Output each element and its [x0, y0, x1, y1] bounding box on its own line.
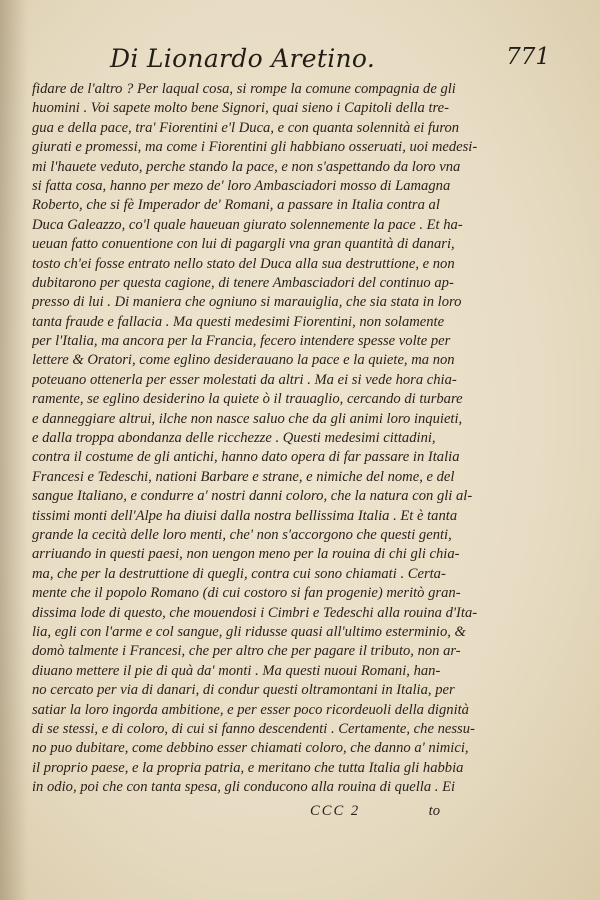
- text-line: presso di lui . Di maniera che ogniuno si marauiglia, che sia stata in loro: [32, 294, 462, 311]
- text-line: sangue Italiano, e condurre a' nostri danni coloro, che la natura con gli al-: [32, 488, 473, 505]
- text-line: huomini . Voi sapete molto bene Signori, quai sieno i Capitoli della tre-: [32, 100, 449, 117]
- catchword: to: [428, 803, 440, 819]
- body-text: [32, 80, 558, 797]
- text-line: si fatta cosa, hanno per mezo de' loro Ambasciadori mosso di Lamagna: [32, 177, 451, 194]
- text-line: gua e della pace, tra' Fiorentini e'l Duca, e con quanta solennità ei furon: [32, 119, 460, 136]
- text-line: e danneggiare altrui, ilche non nasce saluo che da gli animi loro inquieti,: [32, 410, 463, 427]
- page-footer: [310, 803, 440, 827]
- text-line: mi l'hauete veduto, perche stando la pace, e non s'aspettando da loro vna: [32, 158, 461, 175]
- text-line: domò talmente i Francesi, che per altro che per pagare il tributo, non ar-: [32, 643, 461, 660]
- text-line: dubitarono per questa cagione, di tenere Ambasciadori del continuo ap-: [32, 274, 454, 291]
- text-line: e dalla troppa abondanza delle ricchezze . Questi medesimi cittadini,: [32, 430, 436, 447]
- text-line: no cercato per via di danari, di condur questi oltramontani in Italia, per: [32, 682, 455, 699]
- running-title: Di Lionardo Aretino.: [110, 44, 376, 73]
- text-line: tanta fraude e fallacia . Ma questi medesimi Fiorentini, non solamente: [32, 313, 445, 330]
- text-line: per l'Italia, ma ancora per la Francia, fecero intendere spesse volte per: [32, 333, 451, 350]
- text-line: in odio, poi che con tanta spesa, gli conducono alla rouina di quella . Ei: [32, 779, 456, 796]
- text-line: Duca Galeazzo, co'l quale haueuan giurato solennemente la pace . Et ha-: [32, 216, 463, 233]
- text-line: il proprio paese, e la propria patria, e meritano che tutta Italia gli habbia: [32, 759, 464, 776]
- text-line: tissimi monti dell'Alpe ha diuisi dalla nostra bellissima Italia . Et è tanta: [32, 507, 458, 524]
- signature-mark: CCC 2: [310, 803, 361, 819]
- text-line: poteuano ottenerla per esser molestati da altri . Ma ei si vede hora chia-: [32, 371, 457, 388]
- text-line: fidare de l'altro ? Per laqual cosa, si rompe la comune compagnia de gli: [32, 81, 456, 97]
- text-line: contra il costume de gli antichi, hanno dato opera di far passare in Italia: [32, 449, 460, 466]
- text-line: ma, che per la destruttione di quegli, contra cui sono chiamati . Certa-: [32, 565, 446, 582]
- text-line: satiar la loro ingorda ambitione, e per esser poco ricordeuoli della dignità: [32, 701, 469, 718]
- text-line: lettere & Oratori, come eglino desiderauano la pace e la quiete, ma non: [32, 352, 455, 369]
- text-line: di se stessi, e di coloro, di cui si fanno descendenti . Certamente, che nessu-: [32, 720, 475, 737]
- text-line: giurati e promessi, ma come i Fiorentini gli habbiano osseruati, uoi medesi-: [32, 139, 478, 156]
- text-line: ueuan fatto conuentione con lui di pagargli vna gran quantità di danari,: [32, 236, 455, 253]
- text-line: dissima lode di questo, che mouendosi i Cimbri e Tedeschi alla rouina d'Ita-: [32, 604, 478, 621]
- text-line: Roberto, che si fè Imperador de' Romani, a passare in Italia contra al: [32, 197, 440, 214]
- text-line: Francesi e Tedeschi, nationi Barbare e strane, e nimiche del nome, e del: [32, 468, 455, 485]
- text-line: ramente, se eglino desiderino la quiete ò il trauaglio, cercando di turbare: [32, 391, 463, 408]
- text-line: tosto ch'ei fosse entrato nello stato del Duca alla sua destruttione, e non: [32, 255, 455, 272]
- page-number: 771: [506, 44, 550, 70]
- text-line: no puo dubitare, come debbino esser chiamati coloro, che danno a' nimici,: [32, 740, 469, 757]
- page-gutter-shadow: [0, 0, 28, 900]
- text-line: arriuando in questi paesi, non uengon meno per la rouina di chi gli chia-: [32, 546, 460, 563]
- text-line: grande la cecità delle loro menti, che' non s'accorgono che questi genti,: [32, 526, 452, 543]
- text-line: diuano mettere il pie di quà da' monti . Ma questi nuoui Romani, han-: [32, 662, 441, 679]
- page-header: [110, 44, 550, 84]
- text-line: lia, egli con l'arme e col sangue, gli ridusse quasi all'ultimo esterminio, &: [32, 623, 466, 640]
- text-line: mente che il popolo Romano (di cui costoro si fan progenie) meritò gran-: [32, 585, 461, 602]
